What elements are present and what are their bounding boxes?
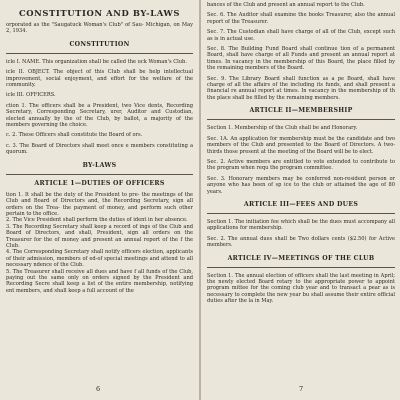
officers-section-1: ction 1. The officers shall be a President, two Vice dents, Recording Secretary, Corresponding Secretary, urer, Auditor and Custodian, elected annually by the of the Club, by ballot, a majority of the members governing the choice. <box>6 102 193 129</box>
duties-section-2: 2. The Vice President shall perform the duties of ident in her absence. <box>6 217 188 224</box>
fees-section-1: Section 1. The initiation fee which shall be the dues must accompany all applications for membership. <box>207 218 395 232</box>
officers-section-3: c. 3. The Board of Directors shall meet once e members constituting a quorum. <box>6 142 193 156</box>
duties-section-6: Sec. 6. The Auditor shall examine the books Treasurer, also the annual report of the Treasurer. <box>207 12 395 25</box>
membership-section-2: Sec. 2. Active members are entitled to vote extended to contribute to the program when requ the program committee. <box>207 158 395 172</box>
bylaws-heading: BY-LAWS <box>82 161 117 169</box>
duties-section-8: Sec. 8. The Building Fund Board shall continue tion of a permanent Board, shall have charge of all Funds and present an annual report at times. In vacancy in the membership of this Board, the place filled by the remaining members of the Board. <box>207 46 395 72</box>
duties-section-1: tion 1. It shall be the duty of the President to pre- the meetings of the Club and Board of Directors and, the Recording Secretary, sign all orders on the Trea- the payment of money, and perform such other pertain to the office. <box>6 191 193 217</box>
article-1-heading: ARTICLE 1—DUTIES OF OFFICERS <box>34 179 165 187</box>
section-divider <box>6 174 193 175</box>
duties-section-4: 4. The Corresponding Secretary shall notify officers election, applicants of their admission, members of ed-of special meetings and attend to all necessary ndence of the Club. <box>6 249 193 269</box>
constitution-heading: CONSTITUTION <box>69 40 130 48</box>
section-divider <box>6 53 193 54</box>
officers-section-2: c. 2. These Officers shall constitute the Board of ors. <box>6 132 143 139</box>
fees-section-2: Sec. 2. The annual dues shall be Two dollars cents ($2.50) for Active members. <box>207 235 395 249</box>
article-object: icle II. OBJECT. The object of this Club shall be help intellectual improvement, social enjoyment, and effort for the welfare of the community. <box>6 69 193 89</box>
duties-section-5: 5. The Treasurer shall receive all dues and have f all funds of the Club, paying out the same only on orders signed by the President and Recording Secre shall keep a list of the entire membership, notifying ent members, and shall keep a full account of the <box>6 268 193 294</box>
membership-section-1a: Sec. 1A. An application for membership must be the candidate and two members of the Club and presented to the Board of Directors. A two-thirds those present at the meeting of the Board will be to elect. <box>207 135 395 155</box>
article-officers: icle III. OFFICERS. <box>6 92 56 99</box>
intro-paragraph: orporated as the "Saugatuck Woman's Club" of Sau- Michigan, on May 2, 1934. <box>6 22 193 35</box>
duties-section-3: 3. The Recording Secretary shall keep a record of ings of the Club and Board of Directors, and shall, President, sign all orders on the Treasurer for the of money and present an annual report of the f the Club. <box>6 223 193 249</box>
page-number: 6 <box>96 385 101 393</box>
left-page <box>0 0 199 400</box>
article-3-heading: ARTICLE III—FEES AND DUES <box>243 200 359 208</box>
meetings-section-1: Section 1. The annual election of officers shall the last meeting in April; the newly elected Board retary to the appropriate power to appoint program mittee for the coming club year and to transact a pear as is necessary to complete the new year bu shall assume their entire official duties after the la in May. <box>207 272 395 305</box>
duties-section-9: Sec. 9. The Library Board shall function as a pe Board, shall have charge of all the affairs of the including its funds, and shall present a financial re annual report at times. In vacancy in the membership of th the place shall be filled by the remaining members. <box>207 75 395 101</box>
duties-section-7: Sec. 7. The Custodian shall have charge of all of the Club, except such as is in actual use. <box>207 29 395 42</box>
right-page <box>201 0 400 400</box>
membership-section-1: Section 1. Membership of the Club shall be and Honorary. <box>207 125 358 132</box>
section-divider <box>207 213 395 214</box>
section-divider <box>207 119 395 120</box>
article-2-heading: ARTICLE II—MEMBERSHIP <box>249 107 353 115</box>
membership-section-3: Sec. 3. Honorary members may be conferred non-resident person or anyone who has been of sp ice to the club or attained the age of 80 years. <box>207 175 395 195</box>
article-name: icle I. NAME. This organization shall be called the uck Woman's Club. <box>6 58 187 65</box>
article-4-heading: ARTICLE IV—MEETINGS OF THE CLUB <box>227 254 375 262</box>
section-divider <box>207 267 395 268</box>
document-title: CONSTITUTION AND BY-LAWS <box>18 8 181 18</box>
duties-continued: bances of the Club and present an annual report to the Club. <box>207 2 365 8</box>
page-number: 7 <box>299 385 304 393</box>
